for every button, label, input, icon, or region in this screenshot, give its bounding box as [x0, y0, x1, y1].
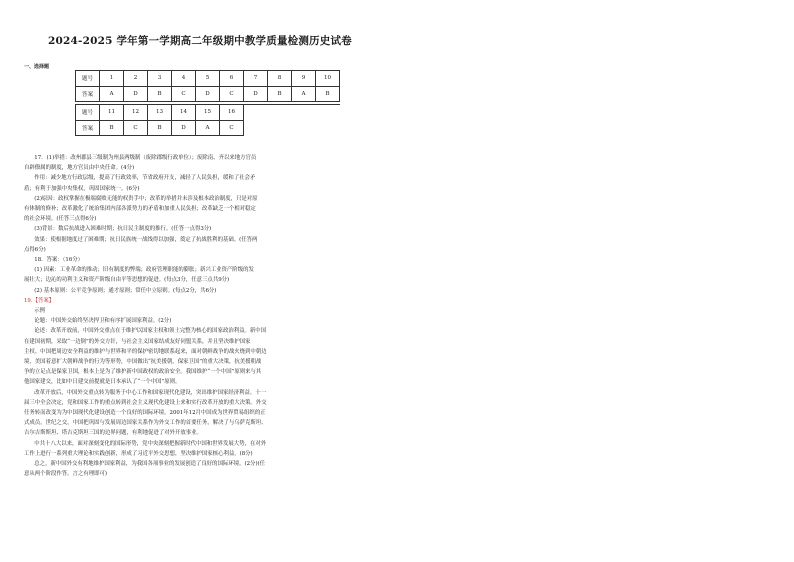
text-line: 作用：减少地方行政层级，提高了行政效率，节省政府开支，减轻了人民负担，缓和了社会矛	[24, 175, 256, 182]
text-line: 争的立足点是保家卫国，根本上是为了维护新中国政权的政治安全。我国维护“一个中国”原则来与其	[24, 369, 262, 376]
text-line: 届三中全会决定，党和国家工作的重点转到社会主义现代化建设上来和实行改革开放的重大决策。外交	[24, 399, 267, 406]
text-line: 总之，新中国外交有利地维护国家利益，为我国各项事业的发展创造了良好的国际环境。(2分)(任	[24, 461, 266, 468]
table-cell: B	[100, 120, 124, 136]
table-cell: 7	[244, 71, 268, 87]
table-cell: A	[100, 86, 124, 102]
table-cell: B	[148, 120, 172, 136]
text-line: (1) 因素：工业革命的推动；旧有制度的弊端；政府管理职能的膨胀；新兴工业资产阶级的发	[24, 267, 254, 274]
table-cell: D	[196, 86, 220, 102]
table-cell: C	[220, 120, 244, 136]
text-line: 中共十八大以来，面对深刻变化的国际形势，党中央深刻把握新时代中国和世界发展大势，在对外	[24, 440, 267, 447]
text-line: 吉尔吉斯斯坦、塔吉克斯坦三国的边界问题，有利地促进了对外开放事业。	[24, 430, 202, 437]
table-cell: 10	[316, 71, 340, 87]
table-cell: C	[220, 86, 244, 102]
table-row	[76, 86, 340, 102]
section-heading: 一、选择题	[24, 64, 50, 70]
text-line: (3)背景：数后抗战进入困难时期；抗日民主制度的推行。(任答一点得3分)	[24, 226, 212, 233]
text-line: (2)原因：政权掌握在极端腐败无能的权贵手中；改革的举措并未涉及根本政治制度，只是对原	[24, 195, 258, 202]
table-cell: 15	[196, 105, 220, 121]
table-cell: 11	[100, 105, 124, 121]
text-line: 任务转而改变为为中国现代化建设创造一个良好的国际环境。2001年12月中国成为世界贸易组织的正	[24, 410, 266, 417]
table-cell: 13	[148, 105, 172, 121]
text-line: 盾；有利于加强中央集权，巩固国家统一。(6分)	[24, 185, 140, 192]
text-line: 点得6分)	[24, 246, 46, 253]
table-cell: C	[124, 120, 148, 136]
text-line: 效果：使根据地度过了困难期；抗日民族统一战线得以加强，奠定了抗战胜利的基础。(任答两	[24, 236, 258, 243]
text-line: 有体制的修补；改革激化了统治集团内部各派势力的矛盾和加重人民负担；改革缺乏一个相对稳定	[24, 206, 256, 213]
table-cell: 题号	[76, 105, 100, 121]
table-cell: A	[292, 86, 316, 102]
text-line: 意从两个阶段作答，言之有理即可)	[24, 471, 107, 478]
table-cell: 12	[124, 105, 148, 121]
table-cell: 答案	[76, 120, 100, 136]
table-cell: 5	[196, 71, 220, 87]
text-line: 自辟僚属的制度，地方官员由中央任命。(4分)	[24, 165, 135, 172]
text-line: 18．答案：（16分）	[24, 257, 84, 264]
table-row	[76, 71, 340, 87]
table-cell: 14	[172, 105, 196, 121]
table-cell: 3	[148, 71, 172, 87]
table-cell: B	[316, 86, 340, 102]
text-line: (2) 基本原则：公平竞争原则；通才原则；常任中立原则。(每点2分，共6分)	[24, 287, 217, 294]
text-line: 境，美国着意扩大朝鲜战争的行为等形势，中国做出“抗美援朝，保家卫国”的重大决策，抗美援朝战	[24, 359, 262, 366]
table-cell: 6	[220, 71, 244, 87]
text-line: 在建国初期，采取“一边倒”的外交方针，与社会主义国家结成友好同盟关系，并且坚决维护国家	[24, 338, 251, 345]
table-cell: D	[124, 86, 148, 102]
table-cell: A	[196, 120, 220, 136]
table-cell: D	[172, 120, 196, 136]
table-cell: C	[172, 86, 196, 102]
text-line: 他国家建交，比如中日建交前提就是日本承认了“一个中国”原则。	[24, 379, 181, 386]
table-cell: B	[148, 86, 172, 102]
text-line: 主权。中国把周边安全利益的维护与世界和平的保护密切地联系起来，面对朝鲜战争的战火烧到中朝边	[24, 348, 267, 355]
table-cell: D	[244, 86, 268, 102]
table-cell: 答案	[76, 86, 100, 102]
text-line: 论题：中国外交始终坚决捍卫和有序扩展国家利益。(2分)	[24, 318, 172, 325]
answer-heading: 19.【答案】	[24, 297, 55, 304]
table-row	[76, 105, 340, 121]
answer-text-body	[24, 153, 394, 480]
text-line: 工作上进行一系列重大理论和实践创新，形成了习近平外交思想，坚决维护国家核心利益。(8分)	[24, 450, 253, 457]
table-cell: 4	[172, 71, 196, 87]
table-cell: 题号	[76, 71, 100, 87]
text-line: 示例	[24, 308, 46, 315]
answer-table	[75, 70, 340, 136]
table-cell: 8	[268, 71, 292, 87]
text-line: 展壮大；边沁的功利主义和资产阶级自由平等思想的促进。(每点3分，任意三点共9分)	[24, 277, 230, 284]
table-cell: 2	[124, 71, 148, 87]
text-line: 式成员。世纪之交，中国把巩固与发展周边国家关系作为外交工作的首要任务，解决了与乌萨克斯坦、	[24, 420, 267, 427]
text-line: 的社会环境。(任答三点得6分)	[24, 216, 97, 223]
table-row	[76, 120, 340, 136]
table-cell: 9	[292, 71, 316, 87]
text-line: 17．(1)举措：改州郡县三级制为州县两级制（废除郡级行政单位）；废除南、齐以来地方官员	[24, 155, 257, 161]
table-cell: 1	[100, 71, 124, 87]
table-cell: B	[268, 86, 292, 102]
text-line: 改革开放后，中国外交重点转为服务于中心工作和国家现代化建设，突出维护国家经济利益。十一	[24, 389, 267, 396]
exam-title: 2024-2025 学年第一学期高二年级期中教学质量检测历史试卷	[48, 35, 352, 47]
table-cell: 16	[220, 105, 244, 121]
text-line: 论述：改革开放前，中国外交重点在于维护以国家主权和领土完整为核心的国家政治利益。新中国	[24, 328, 267, 335]
